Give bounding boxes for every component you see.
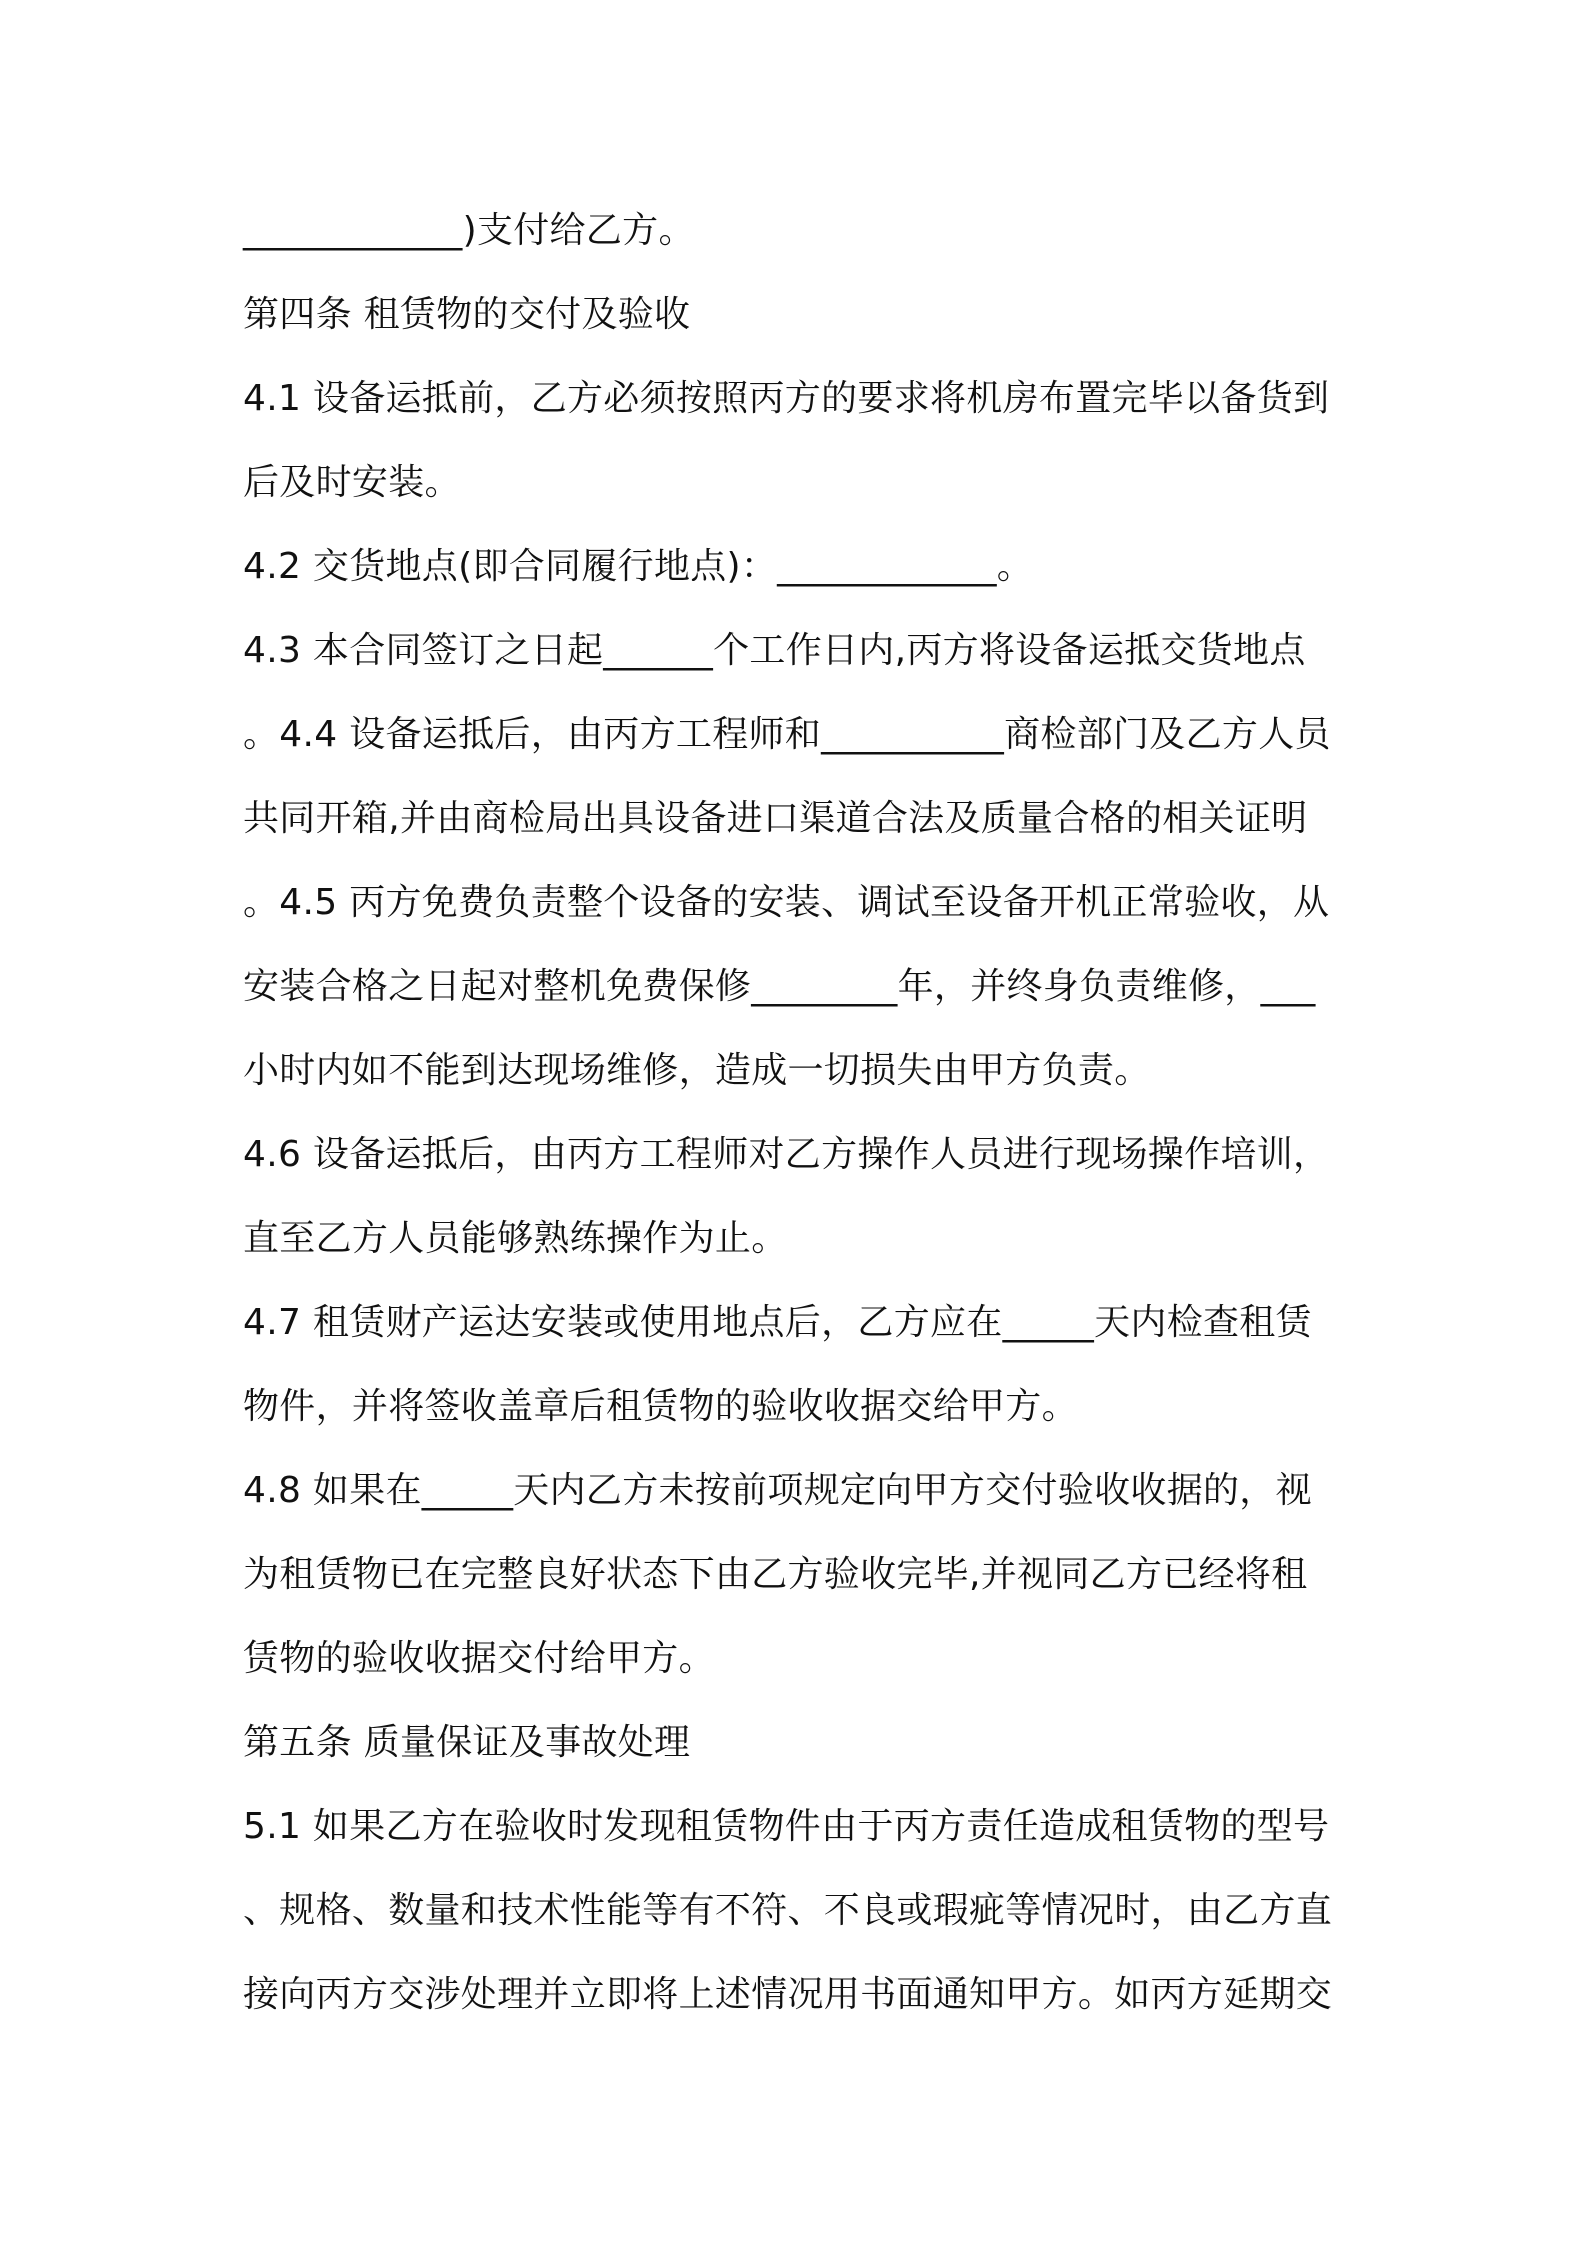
section-heading-5: 第五条 质量保证及事故处理 [243, 1722, 691, 1763]
text-line-5-1b: 、规格、数量和技术性能等有不符、不良或瑕疵等情况时，由乙方直 [243, 1890, 1333, 1931]
text-line-4-2: 4.2 交货地点(即合同履行地点)：____________。 [243, 546, 1034, 587]
text-line-4-7a: 4.7 租赁财产运达安装或使用地点后，乙方应在_____天内检查租赁 [243, 1302, 1312, 1343]
text-line-5-1c: 接向丙方交涉处理并立即将上述情况用书面通知甲方。如丙方延期交 [243, 1974, 1333, 2015]
text-line-4-1b: 后及时安装。 [243, 462, 461, 503]
text-line-4-4b: 共同开箱,并由商检局出具设备进口渠道合法及质量合格的相关证明 [243, 798, 1308, 839]
text-line-4-6b: 直至乙方人员能够熟练操作为止。 [243, 1218, 788, 1259]
text-line-4-1a: 4.1 设备运抵前，乙方必须按照丙方的要求将机房布置完毕以备货到 [243, 378, 1330, 419]
text-line-4-6a: 4.6 设备运抵后，由丙方工程师对乙方操作人员进行现场操作培训， [243, 1134, 1330, 1175]
text-line-4-4a: 。4.4 设备运抵后，由丙方工程师和__________商检部门及乙方人员 [243, 714, 1331, 755]
text-line-4-3: 4.3 本合同签订之日起______个工作日内,丙方将设备运抵交货地点 [243, 630, 1306, 671]
text-line-5-1a: 5.1 如果乙方在验收时发现租赁物件由于丙方责任造成租赁物的型号 [243, 1806, 1330, 1847]
text-line-1: ____________)支付给乙方。 [243, 210, 695, 251]
text-line-4-7b: 物件，并将签收盖章后租赁物的验收收据交给甲方。 [243, 1386, 1078, 1427]
text-line-4-5b: 安装合格之日起对整机免费保修________年，并终身负责维修，___ [243, 966, 1316, 1007]
text-line-4-8b: 为租赁物已在完整良好状态下由乙方验收完毕,并视同乙方已经将租 [243, 1554, 1308, 1595]
text-line-4-5a: 。4.5 丙方免费负责整个设备的安装、调试至设备开机正常验收，从 [243, 882, 1330, 923]
text-line-4-8c: 赁物的验收收据交付给甲方。 [243, 1638, 715, 1679]
text-line-4-8a: 4.8 如果在_____天内乙方未按前项规定向甲方交付验收收据的，视 [243, 1470, 1312, 1511]
section-heading-4: 第四条 租赁物的交付及验收 [243, 294, 691, 335]
text-line-4-5c: 小时内如不能到达现场维修，造成一切损失由甲方负责。 [243, 1050, 1151, 1091]
